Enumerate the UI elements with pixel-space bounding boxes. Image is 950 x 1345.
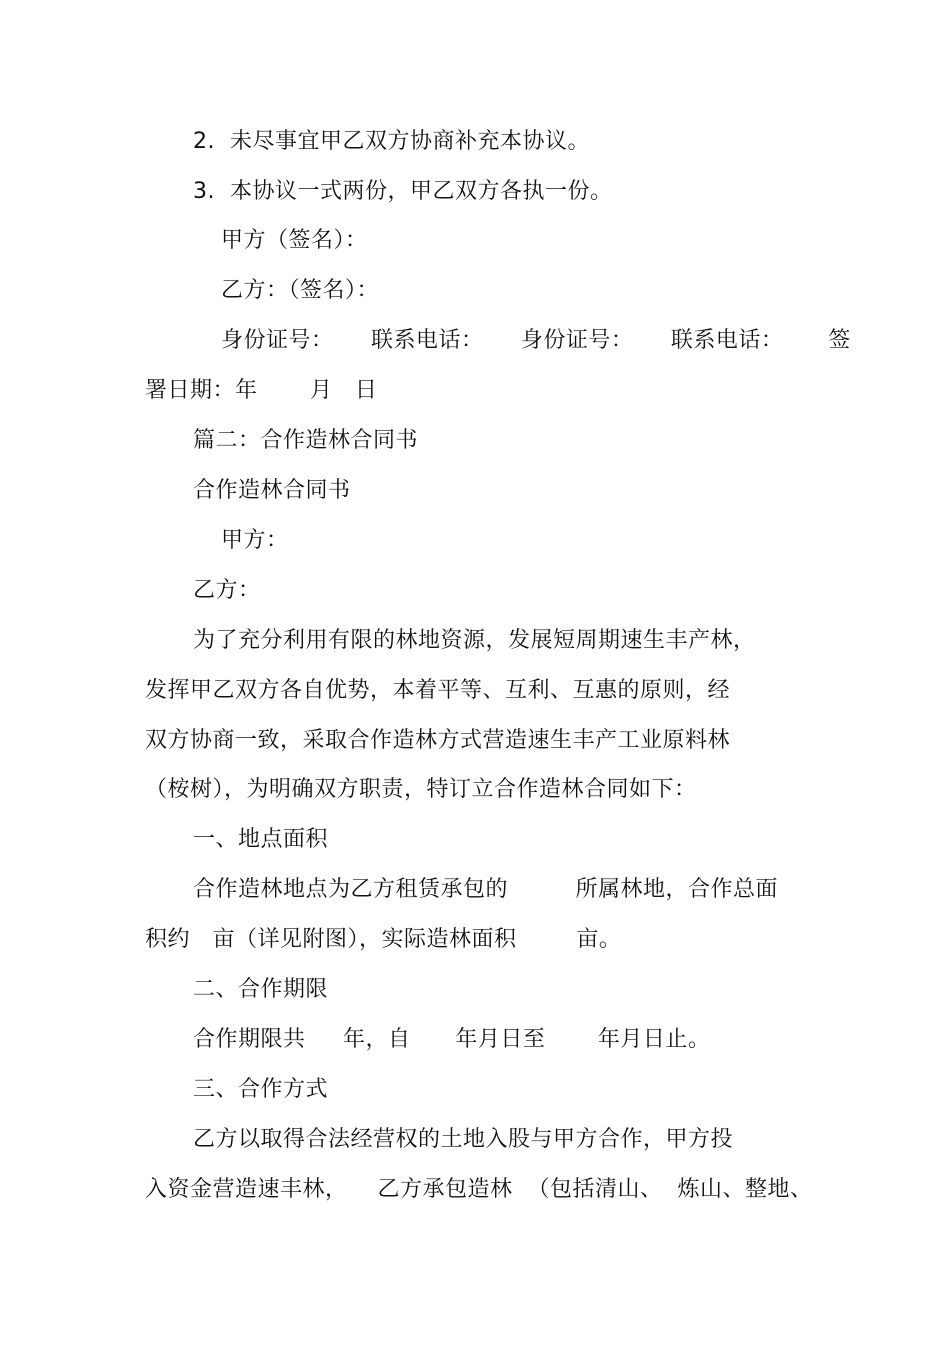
party-a-label: 甲方：	[221, 528, 289, 553]
section-title: 篇二：合作造林合同书	[193, 428, 419, 453]
preamble-line-3: 双方协商一致，采取合作造林方式营造速生丰产工业原料林	[145, 728, 731, 753]
party-a-signature: 甲方（签名）：	[221, 228, 368, 253]
contract-title: 合作造林合同书	[193, 478, 351, 503]
heading-method: 三、合作方式	[193, 1077, 329, 1102]
party-b-label: 乙方：	[193, 578, 261, 603]
location-line-1: 合作造林地点为乙方租赁承包的 所属林地，合作总面	[193, 877, 778, 902]
term-line: 合作期限共 年，自 年月日至 年月日止。	[193, 1027, 711, 1052]
clause-3: 3. 本协议一式两份，甲乙双方各执一份。	[193, 179, 613, 204]
preamble-line-2: 发挥甲乙双方各自优势，本着平等、互利、互惠的原则，经	[145, 678, 731, 703]
party-b-signature: 乙方：（签名）：	[221, 278, 380, 303]
location-line-2: 积约 亩（详见附图），实际造林面积 亩。	[145, 927, 622, 952]
clause-2: 2. 未尽事宜甲乙双方协商补充本协议。	[193, 129, 590, 154]
heading-location-area: 一、地点面积	[193, 827, 329, 852]
preamble-line-4: （桉树），为明确双方职责，特订立合作造林合同如下：	[145, 777, 697, 802]
signing-date: 署日期：年 月 日	[145, 378, 378, 403]
method-line-2: 入资金营造速丰林， 乙方承包造林 （包括清山、 炼山、整地、	[145, 1177, 813, 1202]
id-contact-fields: 身份证号： 联系电话： 身份证号： 联系电话： 签	[221, 328, 851, 353]
preamble-line-1: 为了充分利用有限的林地资源，发展短周期速生丰产林，	[193, 628, 756, 653]
method-line-1: 乙方以取得合法经营权的土地入股与甲方合作，甲方投	[193, 1127, 734, 1152]
heading-term: 二、合作期限	[193, 977, 329, 1002]
